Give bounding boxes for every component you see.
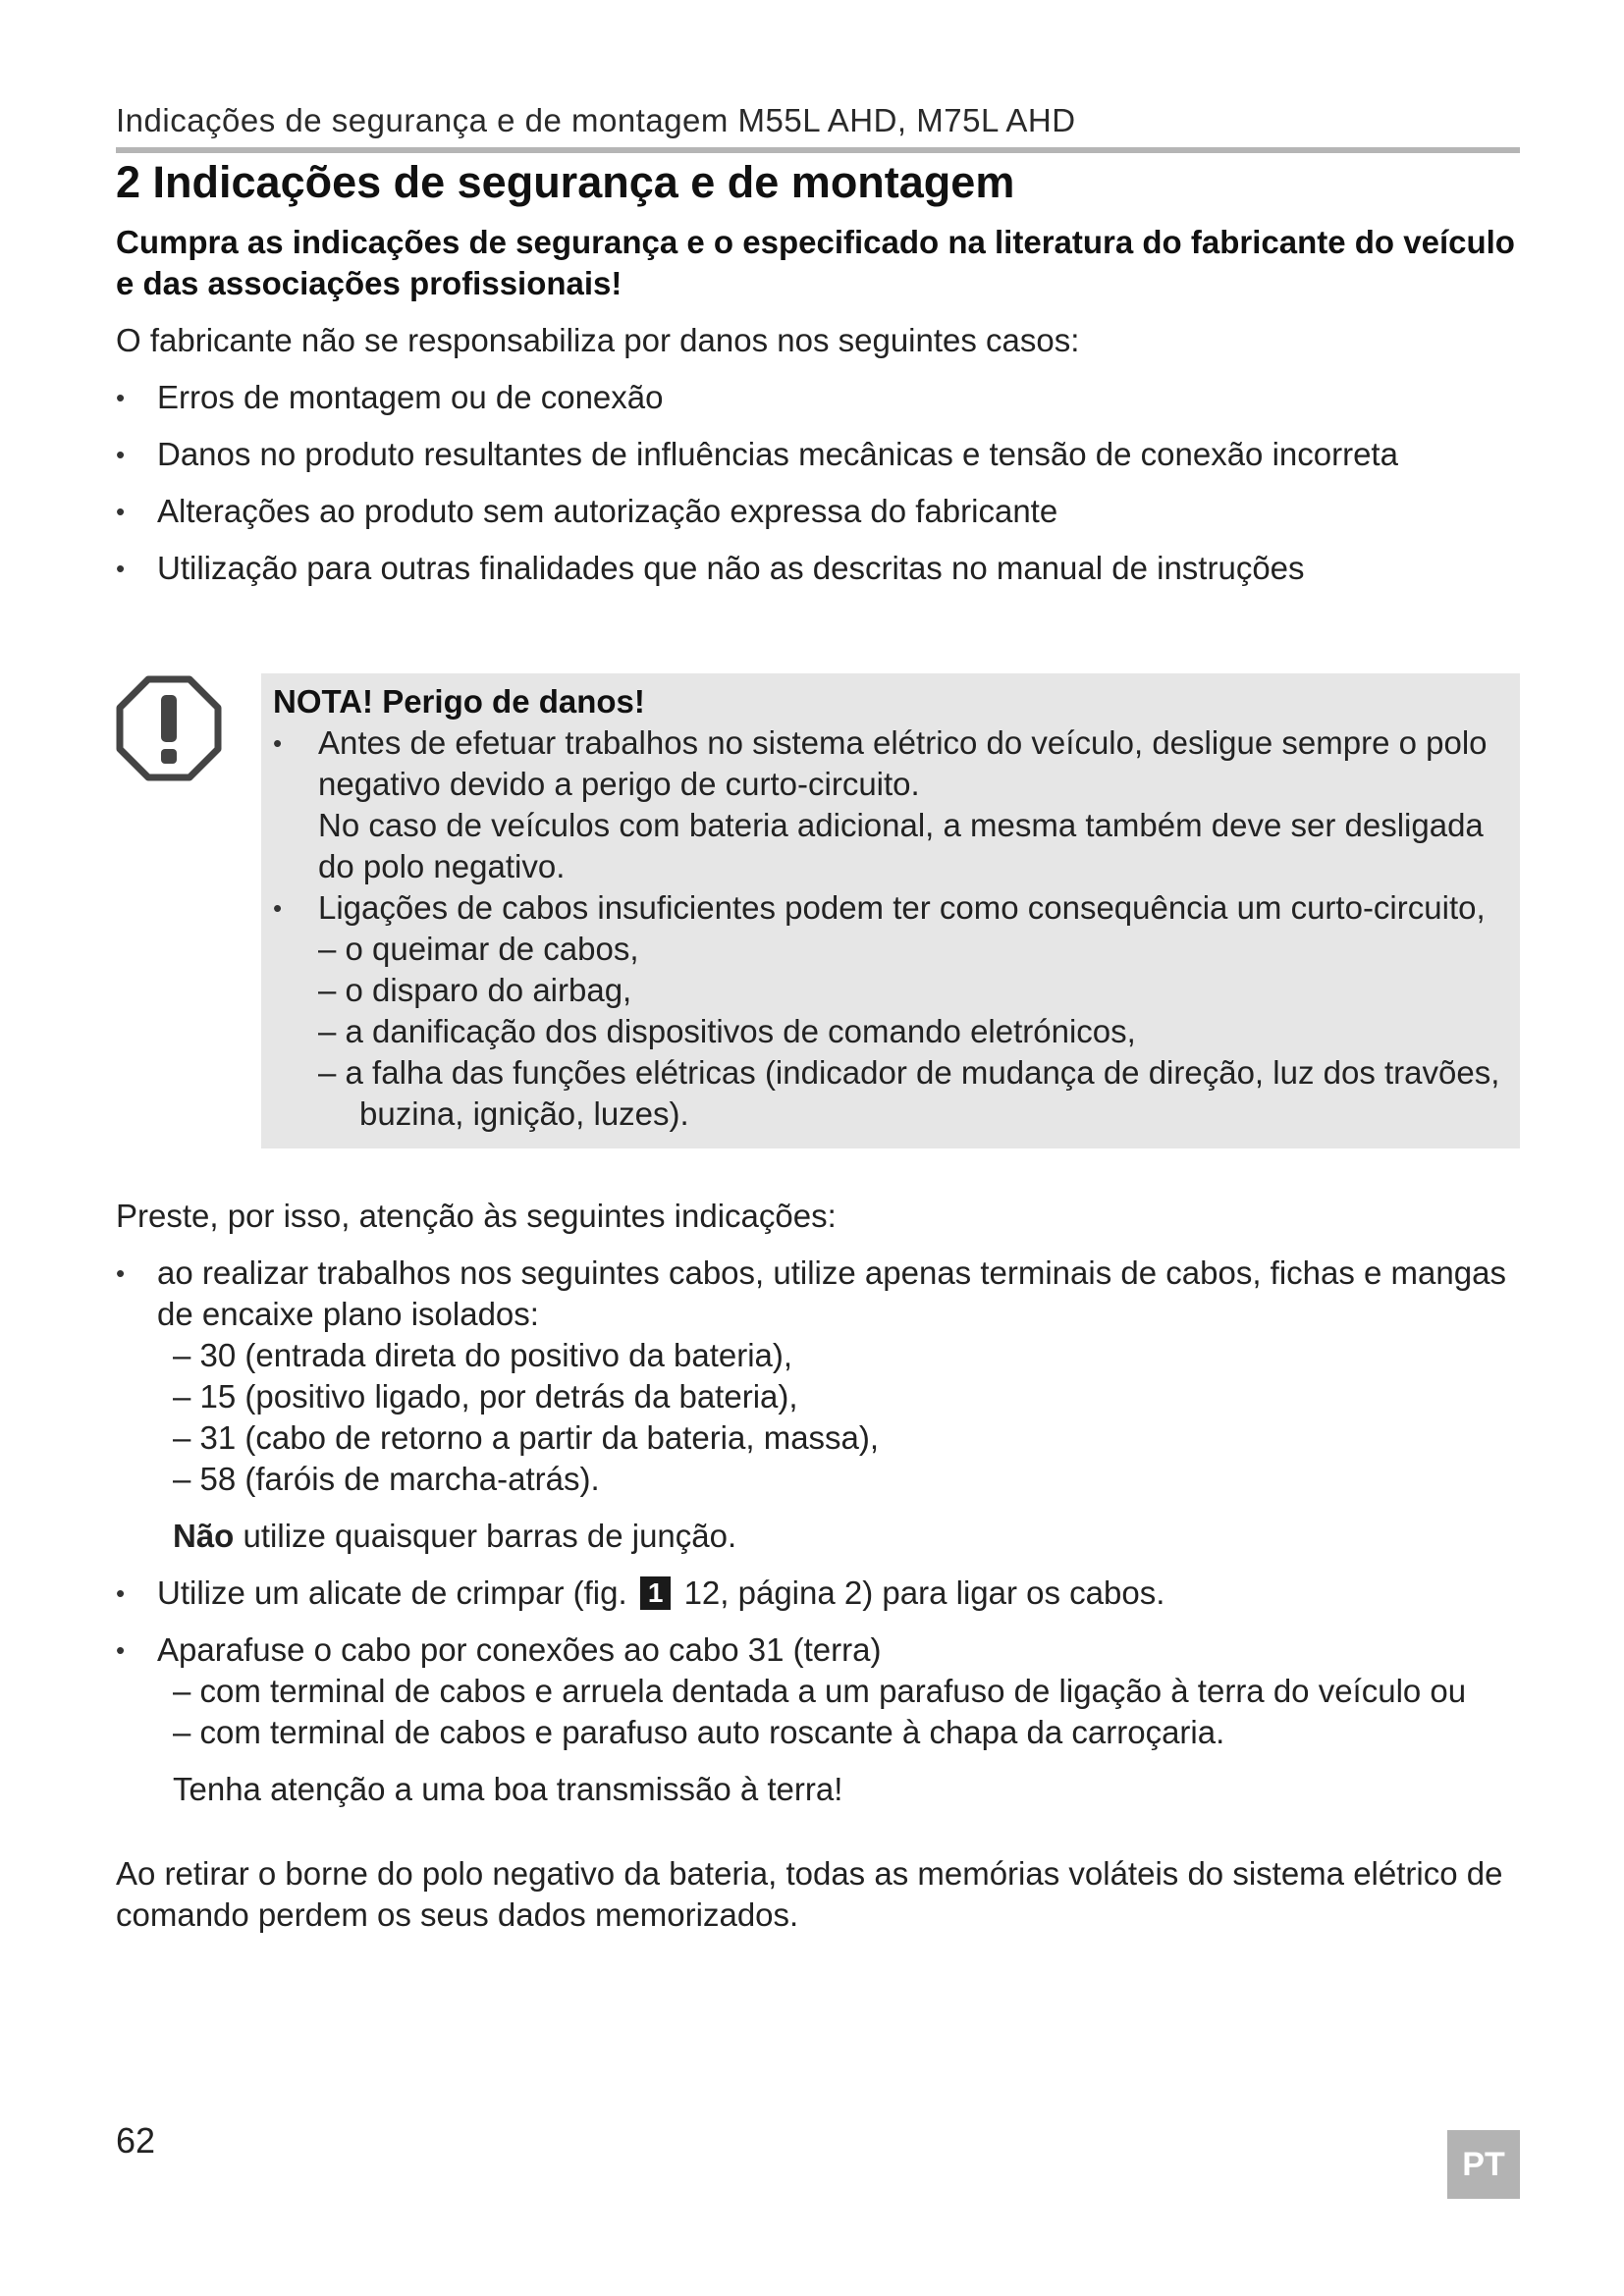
notice-item-text: Ligações de cabos insuficientes podem ter como consequência um curto-circuito, <box>318 889 1486 926</box>
language-badge: PT <box>1447 2130 1520 2199</box>
damage-notice-box <box>261 673 1520 1148</box>
notice-subitem: – a danificação dos dispositivos de comando eletrónicos, <box>318 1013 1136 1049</box>
list-item: • Erros de montagem ou de conexão <box>116 377 1520 418</box>
section-title: 2 Indicações de segurança e de montagem <box>116 157 1015 207</box>
list-item: • Danos no produto resultantes de influências mecânicas e tensão de conexão incorreta <box>116 434 1520 475</box>
figure-badge: 1 <box>640 1576 672 1610</box>
notice-subitem: – o queimar de cabos, <box>318 931 639 967</box>
notice-list <box>273 722 1506 1135</box>
ground-intro: Aparafuse o cabo por conexões ao cabo 31 (terra) <box>157 1631 882 1668</box>
list-item: • Alterações ao produto sem autorização expressa do fabricante <box>116 491 1520 532</box>
liability-intro: O fabricante não se responsabiliza por danos nos seguintes casos: <box>116 322 1080 358</box>
list-item <box>116 1573 1520 1614</box>
liability-list <box>116 377 1520 605</box>
junction-note-bold: Não <box>173 1518 235 1554</box>
list-item: • Utilização para outras finalidades que não as descritas no manual de instruções <box>116 548 1520 589</box>
notice-item-text: Antes de efetuar trabalhos no sistema elétrico do veículo, desligue sempre o polo negativo devido a perigo de curto-circuito. <box>318 724 1488 802</box>
ground-subitem: – com terminal de cabos e parafuso auto roscante à chapa da carroçaria. <box>173 1714 1225 1750</box>
cable-item: – 31 (cabo de retorno a partir da bateria, massa), <box>173 1419 880 1456</box>
warning-exclamation-octagon-icon <box>116 675 222 781</box>
notice-item <box>273 887 1506 1135</box>
ground-subitem: – com terminal de cabos e arruela dentada a um parafuso de ligação à terra do veículo ou <box>173 1673 1467 1709</box>
safety-intro-bold: Cumpra as indicações de segurança e o especificado na literatura do fabricante do veículo e das associações profissionais! <box>116 224 1515 301</box>
page-number: 62 <box>116 2120 156 2161</box>
cables-intro: ao realizar trabalhos nos seguintes cabos, utilize apenas terminais de cabos, fichas e mangas de encaixe plano isolados: <box>157 1255 1506 1332</box>
notice-subitem-continuation: buzina, ignição, luzes). <box>359 1095 689 1132</box>
closing-paragraph: Ao retirar o borne do polo negativo da bateria, todas as memórias voláteis do sistema elétrico de comando perdem os seus dados memorizados. <box>116 1855 1503 1933</box>
junction-note <box>157 1516 1520 1557</box>
list-item <box>116 1629 1520 1810</box>
notice-item <box>273 722 1506 887</box>
notice-subitem: – o disparo do airbag, <box>318 972 632 1008</box>
instructions-intro: Preste, por isso, atenção às seguintes indicações: <box>116 1198 837 1234</box>
running-header: Indicações de segurança e de montagem M55L AHD, M75L AHD <box>116 102 1520 153</box>
instructions-list <box>116 1253 1520 1810</box>
junction-note-text: utilize quaisquer barras de junção. <box>234 1518 737 1554</box>
cable-item: – 30 (entrada direta do positivo da bateria), <box>173 1337 793 1373</box>
cable-item: – 58 (faróis de marcha-atrás). <box>173 1461 600 1497</box>
ground-note: Tenha atenção a uma boa transmissão à terra! <box>173 1771 843 1807</box>
notice-title: NOTA! Perigo de danos! <box>273 683 645 720</box>
notice-subitem: – a falha das funções elétricas (indicador de mudança de direção, luz dos travões, <box>318 1054 1500 1091</box>
cable-item: – 15 (positivo ligado, por detrás da bateria), <box>173 1378 798 1415</box>
crimp-text: 12, página 2) para ligar os cabos. <box>675 1575 1165 1611</box>
list-item <box>116 1253 1520 1557</box>
crimp-text: Utilize um alicate de crimpar (fig. <box>157 1575 636 1611</box>
notice-item-text: No caso de veículos com bateria adicional, a mesma também deve ser desligada do polo negativo. <box>318 807 1484 884</box>
